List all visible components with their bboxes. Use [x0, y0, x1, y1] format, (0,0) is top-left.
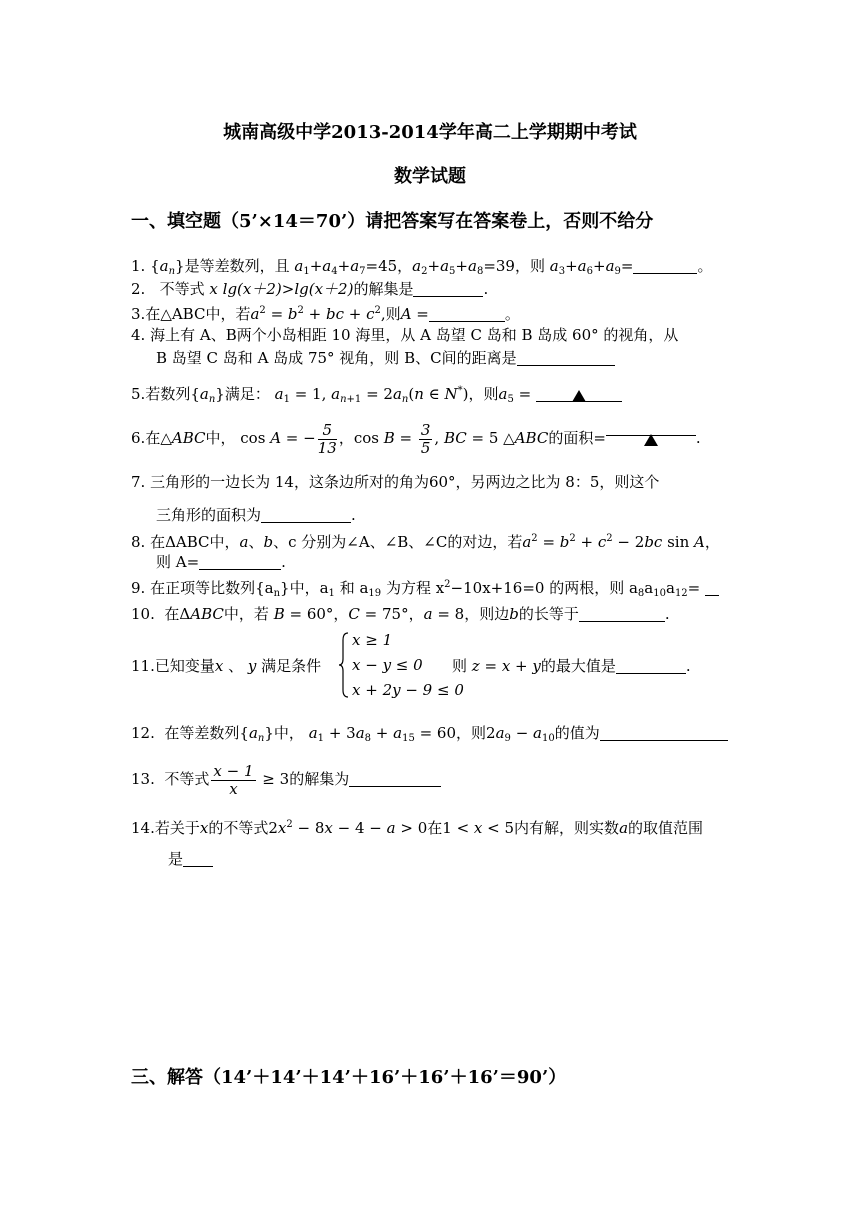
- answer-blank[interactable]: [633, 259, 697, 274]
- fraction: $\frac{x - 1}{x}$: [213, 761, 254, 798]
- question-9: 9. 在正项等比数列$\{a_n\}$中，$a_1$ 和 $a_{19}$ 为方程 $x^2-10x+16=0$ 的两根，则 $a_8a_{10}a_{12}=$: [131, 575, 719, 604]
- left-brace: [339, 632, 349, 698]
- fraction: $\frac{3}{5}$: [420, 420, 431, 457]
- answer-blank[interactable]: [600, 726, 728, 741]
- answer-blank[interactable]: [429, 307, 505, 322]
- triangle-marker-icon: [644, 434, 658, 446]
- question-14-line-2: 是: [168, 849, 213, 869]
- question-13: 13. 不等式 $\frac{x - 1}{x}$ ≥ 3的解集为: [131, 757, 441, 801]
- answer-blank[interactable]: [413, 282, 483, 297]
- question-4: 4. 海上有 A、B两个小岛相距 10 海里，从 A 岛望 C 岛和 B 岛成 60° 的视角，从: [131, 326, 679, 344]
- fraction: $\frac{5}{13}$: [317, 420, 337, 457]
- page-title: 城南高级中学2013-2014学年高二上学期期中考试: [223, 122, 637, 143]
- question-14: 14.若关于x的不等式$2x^2 - 8x - 4 - a > 0$在1 < x < 5内有解，则实数a的取值范围: [131, 819, 704, 837]
- question-6: 6.在△ABC中， cos A = − $\frac{5}{13}$ ，cos B = $\frac{3}{5}$ , BC = 5 △ABC的面积= .: [131, 420, 701, 457]
- answer-blank[interactable]: [349, 772, 441, 787]
- constraint-2: x − y ≤ 0: [352, 656, 423, 674]
- answer-blank[interactable]: [606, 421, 696, 436]
- section-3-heading: 三、解答（14’＋14’＋14’＋16’＋16’＋16’＝90’）: [131, 1067, 567, 1088]
- answer-blank[interactable]: [616, 659, 686, 674]
- constraint-3: x + 2y − 9 ≤ 0: [352, 681, 464, 699]
- question-8-line-2: 则 A= .: [156, 553, 286, 571]
- answer-blank[interactable]: [705, 581, 719, 596]
- question-11: 11.已知变量x 、 y 满足条件: [131, 657, 322, 675]
- question-10: 10. 在ΔABC中，若 B = 60°，C = 75°，a = 8，则边b的长等于 .: [131, 605, 670, 623]
- answer-blank[interactable]: [579, 607, 665, 622]
- question-8: 8. 在ΔABC中，a、b、c 分别为∠A、∠B、∠C的对边，若$a^2 = b^2 + c^2 - 2bc$ sin A，: [131, 533, 720, 551]
- question-2: 2. 不等式 x lg(x＋2)>lg(x＋2)的解集是 .: [131, 280, 489, 298]
- page-subtitle: 数学试题: [394, 166, 466, 187]
- question-4-line-2: B 岛望 C 岛和 A 岛成 75° 视角，则 B、C间的距离是: [156, 348, 615, 368]
- answer-blank[interactable]: [183, 852, 213, 867]
- question-12: 12. 在等差数列$\{a_n\}$中， $a_1 + 3a_8 + a_{15} = 60$，则$2a_9 - a_{10}$的值为: [131, 723, 728, 749]
- question-7-line-2: 三角形的面积为 .: [156, 506, 356, 524]
- section-1-heading: 一、填空题（5’×14＝70’）请把答案写在答案卷上，否则不给分: [131, 211, 654, 232]
- answer-blank[interactable]: [517, 351, 615, 366]
- answer-blank[interactable]: [261, 508, 351, 523]
- question-7: 7. 三角形的一边长为 14，这条边所对的角为60°，另两边之比为 8：5，则这个: [131, 473, 660, 491]
- answer-blank[interactable]: [199, 555, 281, 570]
- question-3: 3.在△ABC中，若$a^2 = b^2$ + bc + $c^2$,则A = 。: [131, 305, 520, 323]
- answer-blank[interactable]: [536, 387, 622, 402]
- constraint-1: x ≥ 1: [352, 631, 393, 649]
- triangle-marker-icon: [572, 390, 586, 402]
- question-5: 5.若数列$\{a_n\}$满足： $a_1 = 1$, $a_{n+1} = 2a_n(n$ ∈ N*)，则$a_5$ =: [131, 381, 622, 410]
- question-11-tail: 则 z = x + y的最大值是 .: [452, 657, 691, 675]
- question-1: 1. $\{a_n\}$是等差数列，且 $a_1+a_4+a_7=45$，$a_2+a_5+a_8=39$，则 $a_3+a_6+a_9=$ 。: [131, 257, 713, 277]
